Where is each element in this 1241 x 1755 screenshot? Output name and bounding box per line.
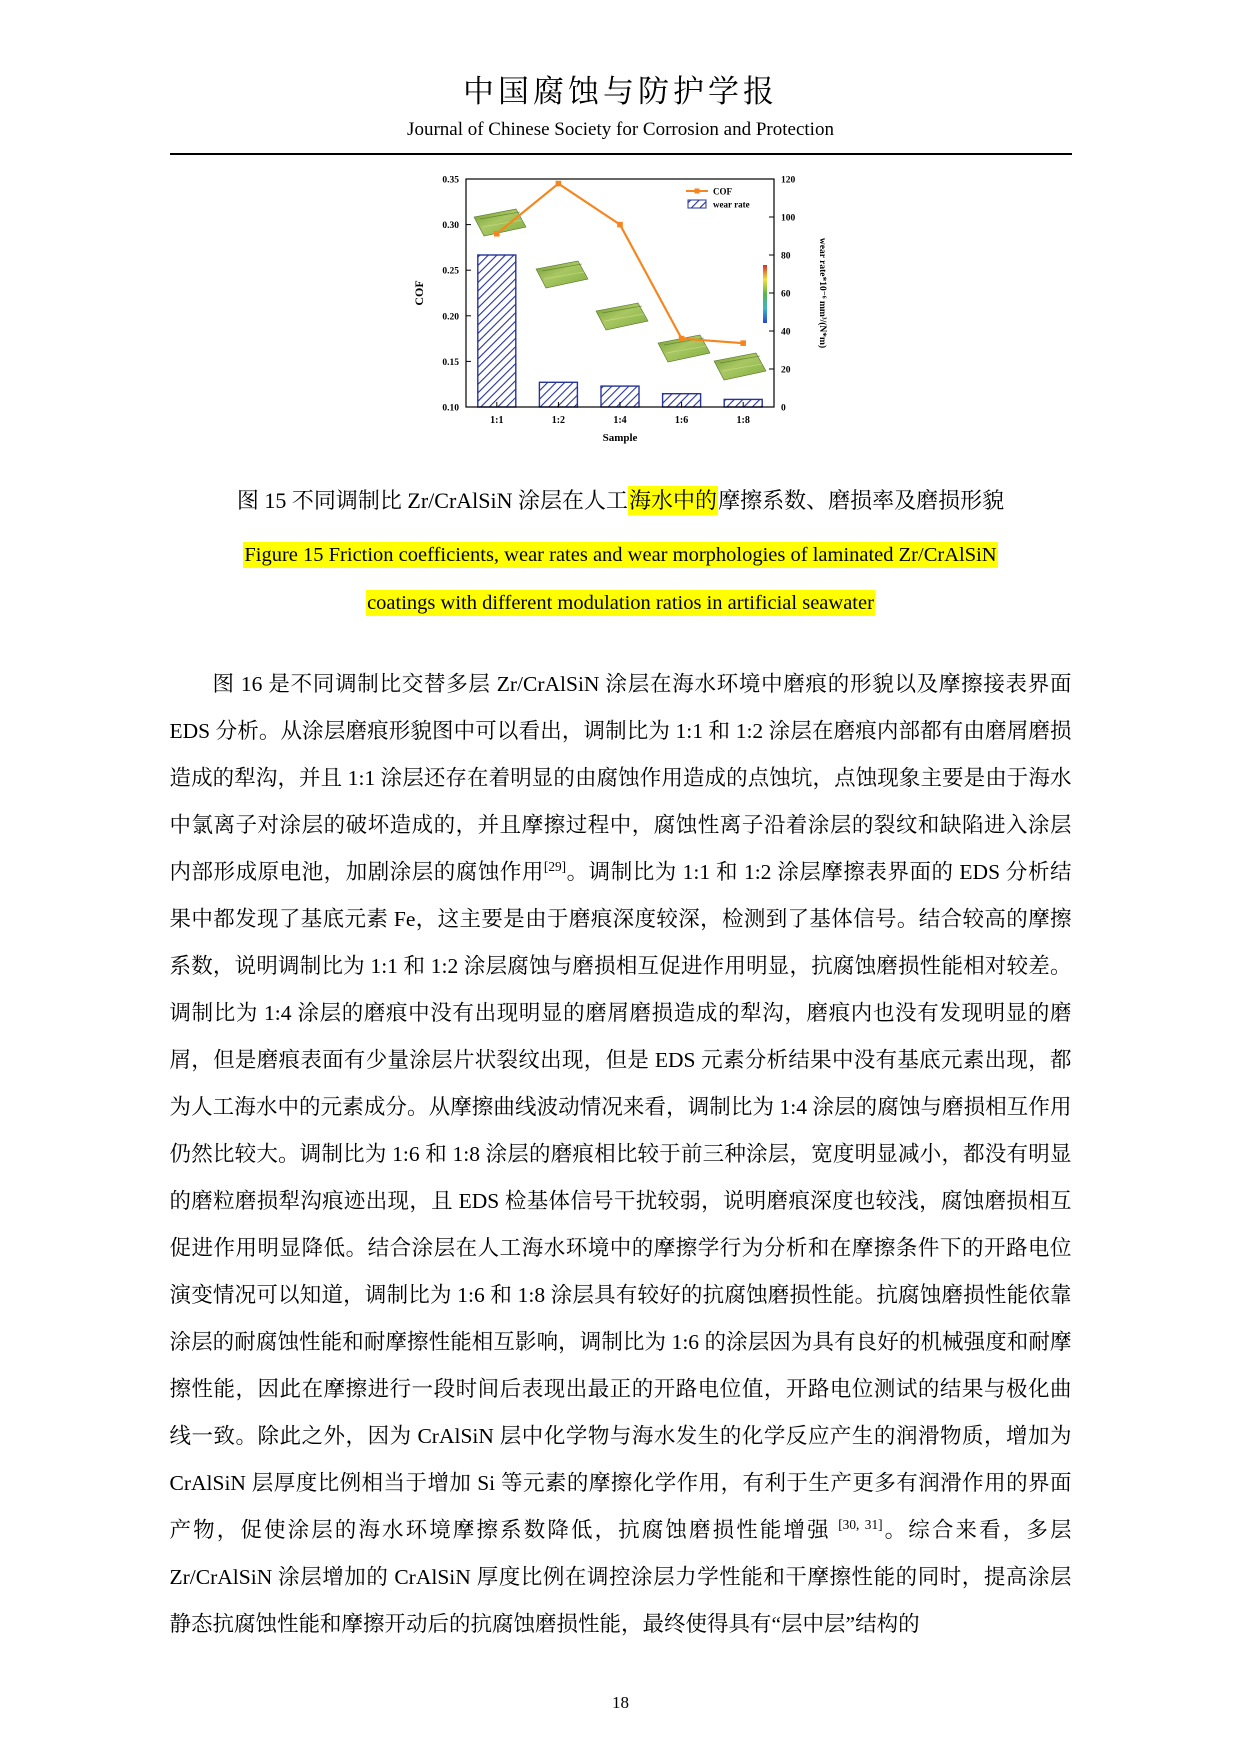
page-number: 18 <box>612 1693 629 1712</box>
caption-en-line2-text: coatings with different modulation ratios in artificial seawater <box>367 592 874 615</box>
right-axis-tick: 0 <box>780 403 786 414</box>
figure-caption-en <box>0 531 1241 627</box>
left-axis-tick: 0.30 <box>441 221 459 232</box>
journal-title-en: Journal of Chinese Society for Corrosion and Protection <box>407 119 834 140</box>
chart-legend <box>686 187 750 210</box>
right-axis-tick: 80 <box>780 251 790 262</box>
left-axis-tick: 0.10 <box>441 403 459 414</box>
right-axis-tick: 100 <box>780 213 795 224</box>
legend-label-cof: COF <box>712 186 732 197</box>
right-axis-tick: 120 <box>780 175 795 186</box>
cof-marker <box>494 231 500 237</box>
x-axis-tick: 1:6 <box>674 415 688 426</box>
figure15-chart <box>406 167 836 453</box>
body-paragraph <box>170 661 1072 1648</box>
cof-marker <box>678 336 684 342</box>
caption-en-line1 <box>0 531 1241 579</box>
paragraph-text: 。综合来看，多层 Zr/CrAlSiN 涂层增加的 CrAlSiN 厚度比例在调控涂层力学性能和干摩擦性能的同时，提高涂层静态抗腐蚀性能和摩擦开动后的抗腐蚀磨损性能，最终使得具有“层中层”结构的 <box>169 1518 1072 1637</box>
x-axis-tick: 1:1 <box>489 415 503 426</box>
paragraph-text: 图 16 是不同调制比交替多层 Zr/CrAlSiN 涂层在海水环境中磨痕的形貌以及摩擦接表界面 EDS 分析。从涂层磨痕形貌图中可以看出，调制比为 1:1 和 1:2 涂层在磨痕内部都有由磨屑磨损造成的犁沟，并且 1:1 涂层还存在着明显的由腐蚀作用造成的点蚀坑，点蚀现象主要是由于海水中氯离子对涂层的破坏造成的，并且摩擦过程中，腐蚀性离子沿着涂层的裂纹和缺陷进入涂层内部形成原电池，加剧涂层的腐蚀作用 <box>169 672 1072 885</box>
cof-marker <box>617 222 623 228</box>
caption-zh-highlight: 海水中的 <box>629 488 718 513</box>
cof-marker <box>740 340 746 346</box>
caption-en-line1-text: Figure 15 Friction coefficients, wear rates and wear morphologies of laminated Zr/CrAlSiN <box>244 544 997 566</box>
figure15-block <box>0 167 1241 458</box>
left-axis-tick: 0.15 <box>441 357 459 368</box>
x-axis-tick: 1:2 <box>551 415 565 426</box>
wear-rate-bar <box>477 255 515 407</box>
wear-morphology-inset <box>596 303 648 330</box>
legend-bar-sample <box>688 200 706 208</box>
caption-en-line2 <box>0 579 1241 627</box>
right-axis-tick: 40 <box>780 327 790 338</box>
left-axis-label: COF <box>411 280 426 306</box>
x-axis-label: Sample <box>602 432 637 444</box>
figure-caption-zh <box>0 484 1241 515</box>
wear-morphology-inset <box>714 353 766 380</box>
inset-colorbar <box>763 265 767 323</box>
body-text-block <box>170 661 1072 1648</box>
journal-header <box>0 0 1241 155</box>
legend-label-wear-rate: wear rate <box>712 199 750 210</box>
caption-zh-pre: 图 15 不同调制比 Zr/CrAlSiN 涂层在人工 <box>236 488 629 513</box>
citation-ref: [29] <box>543 859 567 875</box>
left-axis-tick: 0.20 <box>441 312 459 323</box>
x-axis-tick: 1:4 <box>612 415 627 426</box>
paragraph-text: 。调制比为 1:1 和 1:2 涂层摩擦表界面的 EDS 分析结果中都发现了基底元素 Fe，这主要是由于磨痕深度较深，检测到了基体信号。结合较高的摩擦系数，说明调制比为 1:1 和 1:2 涂层腐蚀与磨损相互促进作用明显，抗腐蚀磨损性能相对较差。调制比为 1:4 涂层的磨痕中没有出现明显的磨屑磨损造成的犁沟，磨痕内也没有发现明显的磨屑，但是磨痕表面有少量涂层片状裂纹出现，但是 EDS 元素分析结果中没有基底元素出现，都为人工海水中的元素成分。从摩擦曲线波动情况来看，调制比为 1:4 涂层的腐蚀与磨损相互作用仍然比较大。调制比为 1:6 和 1:8 涂层的磨痕相比较于前三种涂层，宽度明显减小，都没有明显的磨粒磨损犁沟痕迹出现，且 EDS 检基体信号干扰较弱，说明磨痕深度也较浅，腐蚀磨损相互促进作用明显降低。结合涂层在人工海水环境中的摩擦学行为分析和在摩擦条件下的开路电位演变情况可以知道，调制比为 1:6 和 1:8 涂层具有较好的抗腐蚀磨损性能。抗腐蚀磨损性能依靠涂层的耐腐蚀性能和耐摩擦性能相互影响，调制比为 1:6 的涂层因为具有良好的机械强度和耐摩擦性能，因此在摩擦进行一段时间后表现出最正的开路电位值，开路电位测试的结果与极化曲线一致。除此之外，因为 CrAlSiN 层中化学物与海水发生的化学反应产生的润滑物质，增加为 CrAlSiN 层厚度比例相当于增加 Si 等元素的摩擦化学作用，有利于生产更多有润滑作用的界面产物，促使涂层的海水环境摩擦系数降低，抗腐蚀磨损性能增强 <box>169 860 1072 1543</box>
citation-ref: [30, 31] <box>838 1517 883 1533</box>
caption-zh-post: 摩擦系数、磨损率及磨损形貌 <box>718 488 1005 513</box>
cof-marker <box>555 181 561 187</box>
legend-line-marker <box>694 189 699 194</box>
left-axis-tick: 0.35 <box>441 175 459 186</box>
journal-title-zh: 中国腐蚀与防护学报 <box>463 74 778 109</box>
left-axis-tick: 0.25 <box>441 266 459 277</box>
header-divider <box>170 153 1072 155</box>
right-axis-tick: 20 <box>780 365 790 376</box>
right-axis-tick: 60 <box>780 289 790 300</box>
wear-morphology-inset <box>536 261 588 288</box>
x-axis-tick: 1:8 <box>736 415 750 426</box>
right-axis-label: wear rate*10⁻⁶ mm³/(N*m) <box>816 237 827 349</box>
